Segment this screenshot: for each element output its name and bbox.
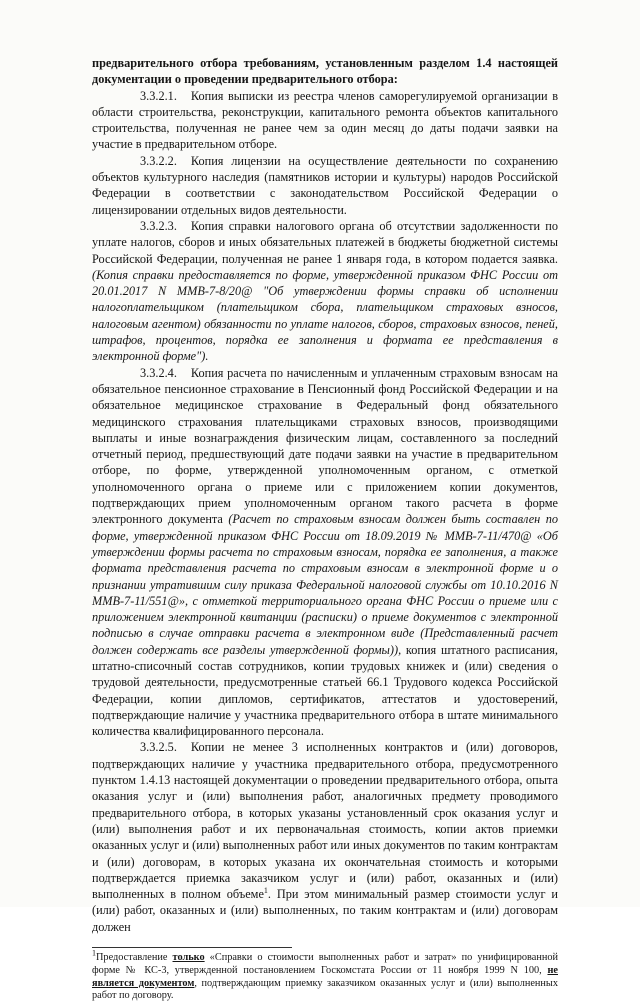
clause-3-3-2-3 (92, 218, 558, 365)
footnote-text: , подтверждающим приемку заказчиком оказанных услуг и (или) выполненных работ по договору. (92, 977, 558, 1002)
clause-number: 3.3.2.3. (140, 218, 177, 233)
clause-number: 3.3.2.5. (140, 740, 177, 755)
clause-tail-text: . При этом минимальный размер стоимости услуг и (или) работ, оказанных и (или) выполненных, по таким контрактам и (или) договорам должен (92, 887, 558, 934)
footnote-divider (92, 947, 292, 948)
section-heading: предварительного отбора требованиям, установленным разделом 1.4 настоящей документации о проведении предварительного отбора: (92, 56, 558, 87)
footnote-text: Предоставление (96, 952, 173, 964)
footnote-number: 1 (92, 948, 96, 958)
clause-text: Копия лицензии на осуществление деятельности по сохранению объектов культурного наследия (памятников истории и культуры) народов Российской Федерации в соответствии с законодательством Российской Федерации о лицензировании отдельных видов деятельности. (92, 153, 558, 217)
clause-italic-note: (Копия справки предоставляется по форме, утвержденной приказом ФНС России от 20.01.2017 N ММВ-7-8/20@ "Об утверждении формы справки об исполнении налогоплательщиком (плательщиком сбора, плательщиком страховых взносов, налоговым агентом) обязанности по уплате налогов, сборов, страховых взносов, пеней, штрафов, процентов, порядка ее заполнения и формата ее представления в электронной форме"). (92, 267, 558, 364)
footnote-ref: 1 (263, 886, 268, 896)
clause-text: Копия выписки из реестра членов саморегулируемой организации в области строительства, реконструкции, капитального ремонта объектов капитального строительства, полученная не ранее чем за один месяц до даты подачи заявки на участие в предварительном отборе. (92, 88, 558, 152)
footnote-underlined-not-document: не является документом (92, 964, 558, 989)
clause-italic-note: (Расчет по страховым взносам должен быть составлен по форме, утвержденной приказом ФНС России от 18.09.2019 № ММВ-7-11/470@ «Об утверждении формы расчета по страховым взносам, порядка ее заполнения, а также формата представления расчета по страховым взносам в электронной форме и о признании утратившим силу приказа Федеральной налоговой службы от 10.10.2016 N ММВ-7-11/551@», с отметкой территориального органа ФНС России о приеме или с приложением электронной квитанции (расписки) о приеме документов с электронной подписью в случае отправки расчета в электронном виде (Представленный расчет должен содержать все разделы утвержденной формы)), (92, 512, 559, 657)
clause-number: 3.3.2.2. (140, 153, 177, 168)
clause-text: Копия расчета по начисленным и уплаченным страховым взносам на обязательное пенсионное страхование в Пенсионный фонд Российской Федерации и на обязательное медицинское страхование в Федеральный фонд обязательного медицинского страхования плательщиками страховых взносов, производящими выплаты и иные вознаграждения физическим лицам, составленного за последний отчетный период, предшествующий дате подачи заявки на участие в предварительном отборе, по форме, утвержденной уполномоченным органом, с отметкой уполномоченного органа о приеме или с приложением копии документов, подтверждающих прием уполномоченным органом такого расчета в форме электронного документа (92, 365, 558, 527)
clause-3-3-2-4 (92, 365, 558, 740)
clause-tail-text: копия штатного расписания, штатно-списочный состав сотрудников, копии трудовых книжек и (или) сведения о трудовой деятельности, предусмотренные статьей 66.1 Трудового кодекса Российской Федерации, копии дипломов, сертификатов, аттестатов и удостоверений, подтверждающие наличие у участника предварительного отбора в штате минимального количества квалифицированного персонала. (92, 642, 558, 739)
footnote-text: «Справки о стоимости выполненных работ и затрат» по унифицированной форме № КС-3, утвержденной постановлением Госкомстата России от 11 ноября 1999 N 100, (92, 952, 558, 976)
clause-text: Копии не менее 3 исполненных контрактов и (или) договоров, подтверждающих наличие у участника предварительного отбора, предусмотренного пунктом 1.4.13 настоящей документации о проведении предварительного отбора, опыта оказания услуг и (или) выполнения работ, аналогичных предмету проводимого предварительного отбора, в которых указаны установленный срок оказания услуг и (или) выполнения работ и их первоначальная стоимость, копии актов приемки оказанных услуг и (или) выполненных работ или иных документов по таким контрактам и (или) договорам, в которых указана их окончательная стоимость и которыми подтверждается приемка заказчиком услуг и (или) работ, оказанных и (или) выполненных в полном объеме (92, 740, 558, 902)
clause-text: Копия справки налогового органа об отсутствии задолженности по уплате налогов, сборов и иных обязательных платежей в бюджеты бюджетной системы Российской Федерации, полученная не ранее 1 января года, в котором подается заявка. (92, 218, 558, 266)
clause-3-3-2-2 (92, 153, 558, 218)
footnote-underlined-only: только (172, 952, 205, 964)
clause-3-3-2-1 (92, 88, 558, 153)
footnote (92, 948, 558, 1003)
clause-number: 3.3.2.1. (140, 88, 177, 103)
clause-3-3-2-5 (92, 739, 558, 935)
clause-number: 3.3.2.4. (140, 365, 177, 380)
